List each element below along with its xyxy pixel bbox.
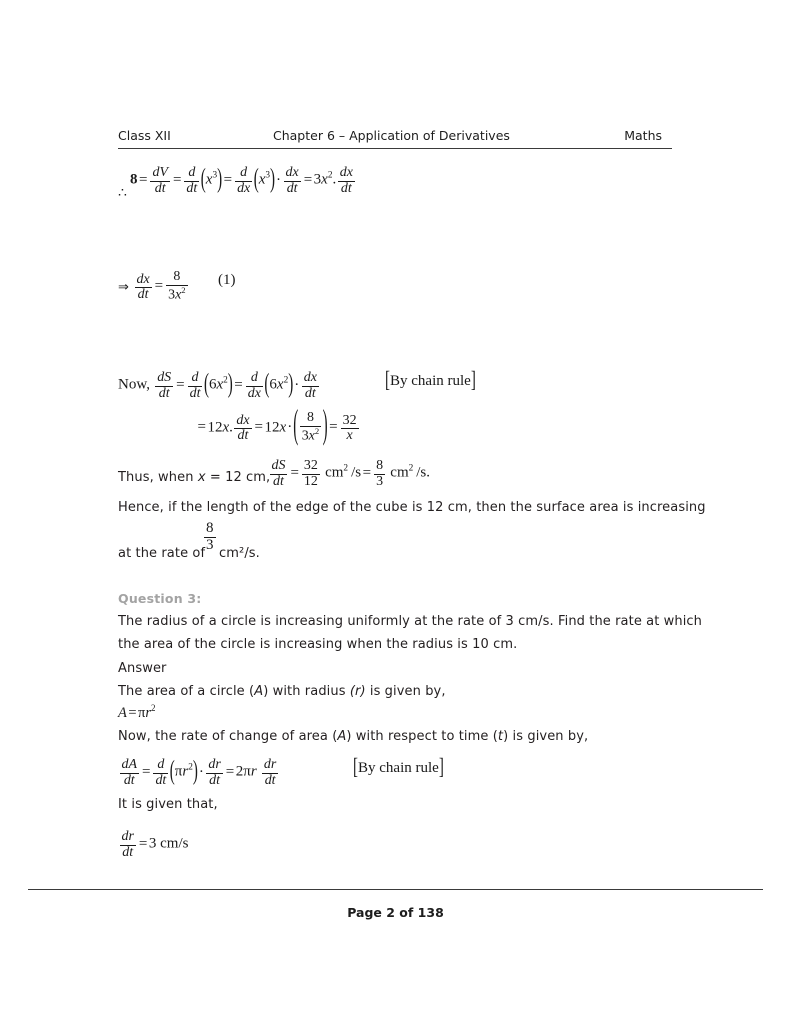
equation-number-1: (1) xyxy=(218,272,236,288)
answer-line-area-of-circle xyxy=(118,684,446,699)
question-text-line-1: The radius of a circle is increasing uniformly at the rate of 3 cm/s. Find the rate at which xyxy=(118,614,703,629)
answer-line-2-part-c: ) is given by, xyxy=(503,729,589,744)
equation-ds-dt-value: $\frac{dS}{dt}$ = $\frac{32}{12}$ $cm^2$ /s = $\frac{8}{3}$ $cm^2$ /s. xyxy=(271,458,431,489)
question-label-3: Question 3: xyxy=(118,591,202,606)
equation-da-dt: $\frac{dA}{dt}$ = $\frac{d}{dt}$ $(\pi r^2)\cdot$ $\frac{dr}{dt}$ = 2πr $\frac{dr}{dt}$ xyxy=(121,756,277,788)
line-hence: Hence, if the length of the edge of the cube is 12 cm, then the surface area is increasing xyxy=(118,500,706,515)
answer-line-2-part-a: Now, the rate of change of area ( xyxy=(118,729,338,744)
equation-dr-dt: $\frac{dr}{dt}$ = 3 cm/s xyxy=(121,829,189,860)
chain-rule-note-2: [By chain rule] xyxy=(353,755,444,781)
rate-fraction-8-over-3 xyxy=(204,521,216,554)
rate-fraction-numerator: 8 xyxy=(206,520,214,536)
answer-line-1-symbol-A: A xyxy=(254,684,264,699)
line-thus-variable: x xyxy=(197,470,206,485)
line-it-is-given-that: It is given that, xyxy=(118,797,218,812)
equation-ds-dt: Now, $\frac{dS}{dt}$ = $\frac{d}{dt}$ $(6x^2)$ = $\frac{d}{dx}$ $(6x^2)\cdot$ $\frac{dx}{dt}$ xyxy=(118,369,317,401)
footer-divider xyxy=(28,889,763,890)
answer-line-rate-of-change xyxy=(118,729,588,744)
equation-dv-dt: 8 = $\frac{dV}{dt}$ = $\frac{d}{dt}$ $(x^3)$ = $\frac{d}{dx}$ $(x^3)\cdot$ $\frac{dx}{dt}$ = $3x^2$. $\frac{dx}{dt}$ xyxy=(130,164,353,196)
header-class-label: Class XII xyxy=(118,128,171,143)
equation-12x-chain: = 12x. $\frac{dx}{dt}$ = 12x·( $\frac{8}{3x^2}$ ) = $\frac{32}{x}$ xyxy=(197,404,357,449)
answer-line-2-symbol-t: t xyxy=(497,729,504,744)
header-chapter-title: Chapter 6 – Application of Derivatives xyxy=(273,128,510,143)
chain-rule-note-1: [By chain rule] xyxy=(385,368,476,394)
answer-label: Answer xyxy=(118,661,167,676)
footer-page-number: Page 2 of 138 xyxy=(347,905,444,920)
answer-line-1-part-c: is given by, xyxy=(365,684,446,699)
rate-fraction-denominator: 3 xyxy=(206,536,214,553)
therefore-symbol-eq1: ∴ xyxy=(118,186,127,201)
equation-area-circle: $A = \pi r^2$ xyxy=(118,703,156,721)
answer-line-2-part-b: ) with respect to time ( xyxy=(346,729,498,744)
answer-line-1-part-b: ) with radius xyxy=(263,684,350,699)
question-text-line-2: the area of the circle is increasing when the radius is 10 cm. xyxy=(118,637,518,652)
line-thus-when xyxy=(118,470,270,485)
line-thus-prefix: Thus, when xyxy=(118,470,198,485)
line-rate-prefix: at the rate of xyxy=(118,546,206,561)
answer-line-1-symbol-r: (r) xyxy=(349,684,366,699)
header-subject-label: Maths xyxy=(624,128,662,143)
equation-dx-dt: $\frac{dx}{dt}$ = $\frac{8}{3x^2}$ xyxy=(136,269,186,303)
line-thus-suffix: = 12 cm, xyxy=(205,470,271,485)
answer-line-1-part-a: The area of a circle ( xyxy=(118,684,255,699)
implies-symbol-eq2: ⇒ xyxy=(118,280,129,295)
answer-line-2-symbol-A: A xyxy=(337,729,347,744)
page-header xyxy=(118,128,672,149)
line-rate-units: cm²/s. xyxy=(219,546,260,561)
